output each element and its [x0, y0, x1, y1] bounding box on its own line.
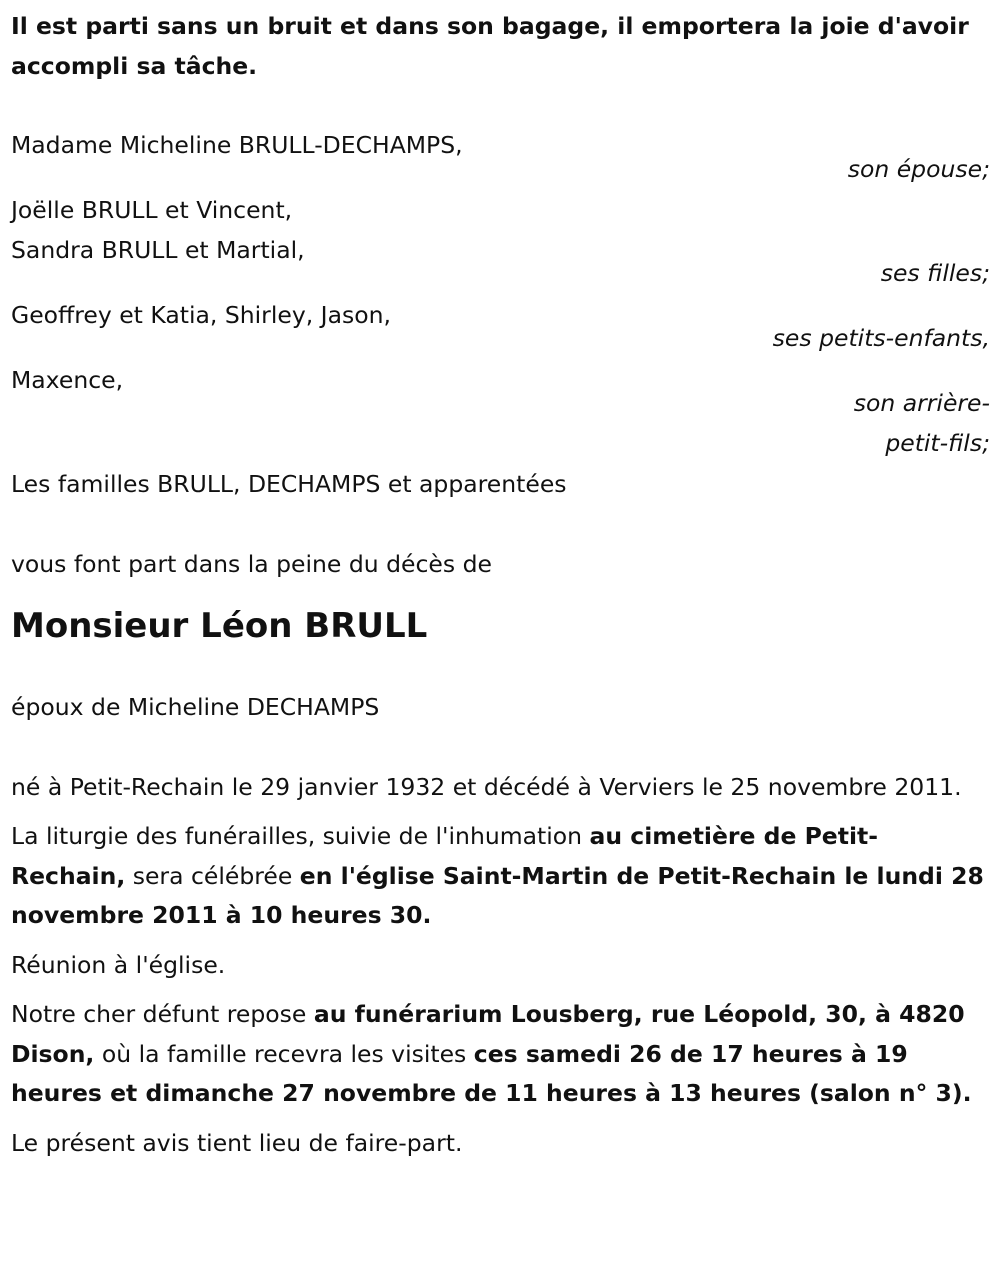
relative-great-grandchild: [11, 361, 990, 464]
text: Notre cher défunt repose: [11, 1000, 314, 1028]
relative-grandchildren: [11, 296, 990, 359]
relation-label: son épouse;: [847, 154, 990, 183]
relative-name: Sandra BRULL et Martial,: [11, 235, 305, 264]
reunion: Réunion à l'église.: [11, 950, 226, 979]
intro-quote: Il est parti sans un bruit et dans son bagage, il emportera la joie d'avoir accompli sa tâche.: [11, 12, 969, 80]
birth-death: né à Petit-Rechain le 29 janvier 1932 et décédé à Verviers le 25 novembre 2011.: [11, 772, 962, 801]
relation-label: ses filles;: [880, 259, 990, 287]
liturgy-paragraph: [11, 817, 990, 936]
text: sera célébrée: [125, 861, 300, 890]
relative-daughters: [11, 191, 990, 294]
announcement: vous font part dans la peine du décès de: [11, 549, 492, 578]
text: où la famille recevra les visites: [94, 1039, 474, 1068]
visiting-hours: ces samedi 26 de 17 heures à 19 heures et dimanche 27 novembre de 11 heures à 13 heures (salon n° 3).: [11, 1039, 972, 1107]
relation-label: son arrière-: [853, 389, 990, 417]
families: Les familles BRULL, DECHAMPS et apparentées: [11, 470, 567, 498]
relative-name: Madame Micheline BRULL-DECHAMPS,: [11, 131, 463, 159]
funeral-home: au funérarium Lousberg, rue Léopold, 30, à 4820 Dison,: [11, 1000, 965, 1068]
relative-name: Geoffrey et Katia, Shirley, Jason,: [11, 300, 391, 329]
spouse-line: époux de Micheline DECHAMPS: [11, 693, 380, 721]
rest-paragraph: [11, 995, 990, 1114]
relative-name: Joëlle BRULL et Vincent,: [11, 196, 293, 224]
church-date: en l'église Saint-Martin de Petit-Rechain le lundi 28 novembre 2011 à 10 heures 30.: [11, 861, 984, 929]
relation-label-cont: petit-fils;: [885, 428, 990, 457]
relative-name: Maxence,: [11, 365, 124, 394]
relative-spouse: [11, 126, 990, 189]
cemetery: au cimetière de Petit-Rechain,: [11, 822, 879, 890]
deceased-name: Monsieur Léon BRULL: [11, 606, 428, 646]
notice: Le présent avis tient lieu de faire-part.: [11, 1128, 463, 1157]
text: La liturgie des funérailles, suivie de l'inhumation: [11, 822, 590, 850]
relation-label: ses petits-enfants,: [772, 324, 990, 352]
